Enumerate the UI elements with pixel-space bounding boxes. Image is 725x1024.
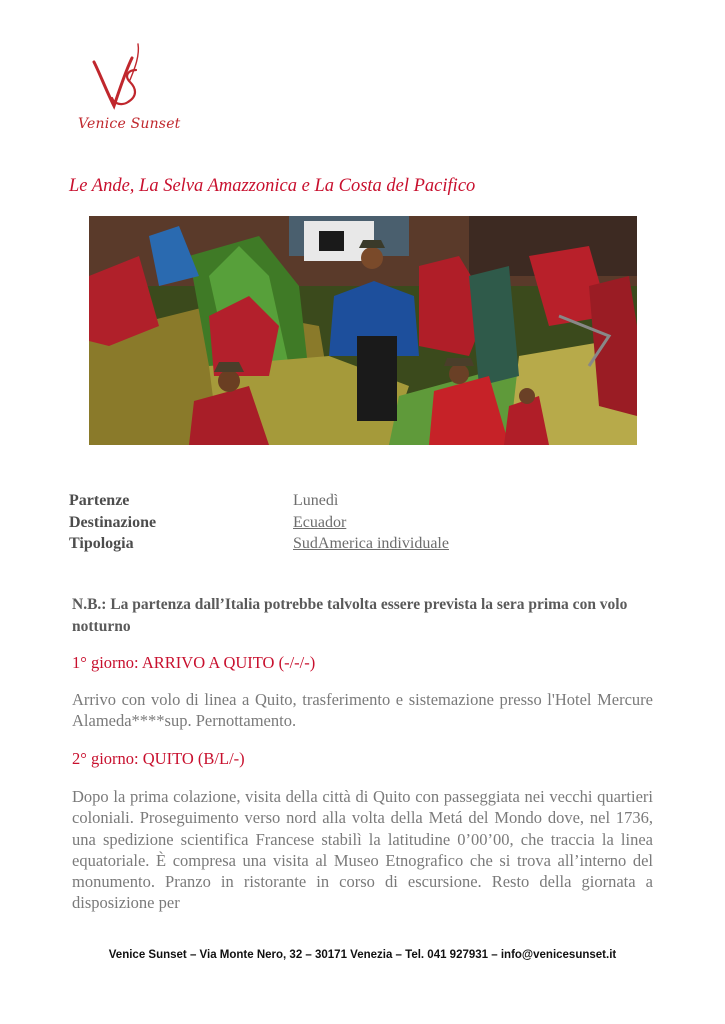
type-link[interactable]: SudAmerica individuale <box>293 535 449 552</box>
day-2-heading: 2° giorno: QUITO (B/L/-) <box>72 749 245 768</box>
destination-link[interactable]: Ecuador <box>293 513 347 531</box>
info-row-destination <box>69 512 449 534</box>
info-label: Tipologia <box>69 535 134 552</box>
logo-text: Venice Sunset <box>78 116 181 132</box>
day-1-description: Arrivo con volo di linea a Quito, trasferimento e sistemazione presso l'Hotel Mercure Alameda****sup. Pernottamento. <box>72 690 653 731</box>
logo-vs-monogram-icon <box>74 40 174 120</box>
trip-info-table <box>69 490 449 555</box>
info-value: Lunedì <box>293 492 339 509</box>
andean-market-photo <box>89 216 637 445</box>
page-footer: Venice Sunset – Via Monte Nero, 32 – 30171 Venezia – Tel. 041 927931 – info@venicesunset.it <box>108 949 617 961</box>
info-label: Destinazione <box>69 513 157 531</box>
page-title: Le Ande, La Selva Amazzonica e La Costa del Pacifico <box>69 176 476 196</box>
info-label: Partenze <box>69 492 130 509</box>
info-row-type <box>69 533 449 555</box>
info-row-departures <box>69 490 449 512</box>
day-2-description: Dopo la prima colazione, visita della città di Quito con passeggiata nei vecchi quartieri coloniali. Proseguimento verso nord alla volta della Metá del Mondo dove, nel 1736, una spedizione scientifica Francese stabilì la latitudine 0’00’00, che traccia la linea equatoriale. È compresa una visita al Museo Etnografico che si trova all’interno del monumento. Pranzo in ristorante in corso di escursione. Resto della giornata a disposizione per <box>72 787 653 913</box>
day-1-heading: 1° giorno: ARRIVO A QUITO (-/-/-) <box>72 653 316 672</box>
venice-sunset-logo <box>74 40 181 142</box>
departure-note: N.B.: La partenza dall’Italia potrebbe talvolta essere prevista la sera prima con volo notturno <box>72 596 628 635</box>
